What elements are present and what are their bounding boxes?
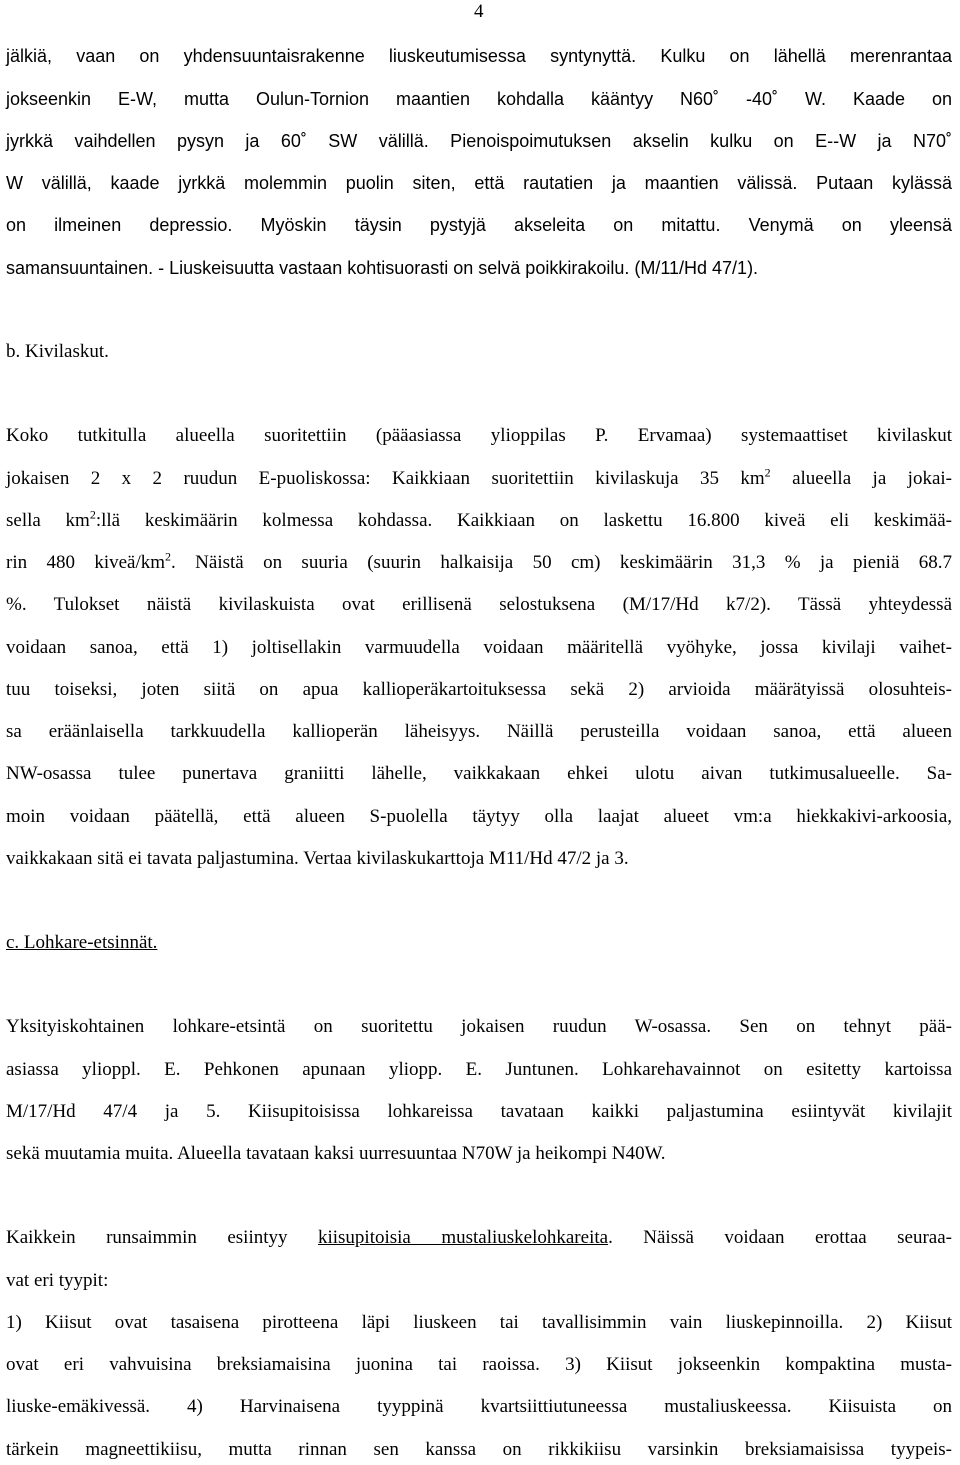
paragraph-line [6, 551, 952, 575]
paragraph-line: samansuuntainen. - Liuskeisuutta vastaan kohtisuorasti on selvä poikkirakoilu. (M/11/Hd 47/1). [6, 258, 759, 278]
paragraph-line: W välillä, kaade jyrkkä molemmin puolin siten, että rautatien ja maantien välissä. Putaan kylässä [6, 173, 952, 193]
paragraph-line: M/17/Hd 47/4 ja 5. Kiisupitoisissa lohkareissa tavataan kaikki paljastumina esiintyvät kivilajit [6, 1101, 952, 1122]
paragraph-line: tärkein magneettikiisu, mutta rinnan sen kanssa on rikkikiisu varsinkin breksiamaisissa tyypeis- [6, 1439, 952, 1460]
text-run: . Näistä on suuria (suurin halkaisija 50 cm) keskimäärin 31,3 % ja pieniä 68.7 [171, 552, 953, 573]
paragraph-line: sa eräänlaisella tarkkuudella kallioperän läheisyys. Näillä perusteilla voidaan sanoa, että alueen [6, 721, 952, 742]
page-number: 4 [474, 1, 484, 22]
paragraph-line: jälkiä, vaan on yhdensuuntaisrakenne liuskeutumisessa syntynyttä. Kulku on lähellä merenrantaa [6, 46, 952, 66]
paragraph-line: ovat eri vahvuisina breksiamaisina juonina tai raoissa. 3) Kiisut jokseenkin kompaktina musta- [6, 1354, 952, 1375]
paragraph-line [6, 509, 952, 533]
paragraph-line: on ilmeinen depressio. Myöskin täysin pystyjä akseleita on mitattu. Venymä on yleensä [6, 215, 952, 235]
paragraph-line: jyrkkä vaihdellen pysyn ja 60˚ SW välillä. Pienoispoimutuksen akselin kulku on E--W ja N70˚ [6, 131, 952, 151]
superscript: 2 [89, 507, 96, 522]
paragraph-line: moin voidaan päätellä, että alueen S-puolella täytyy olla laajat alueet vm:a hiekkakivi-arkoosia, [6, 806, 952, 827]
paragraph-line: sekä muutamia muita. Alueella tavataan kaksi uurresuuntaa N70W ja heikompi N40W. [6, 1143, 666, 1164]
section-heading: c. Lohkare-etsinnät. [6, 932, 158, 953]
text-run: Kaikkein runsaimmin esiintyy [6, 1227, 318, 1248]
superscript: 2 [764, 465, 771, 480]
text-run: sella km [6, 510, 90, 531]
paragraph-line: tuu toiseksi, joten siitä on apua kallioperäkartoituksessa sekä 2) arvioida määrätyissä olosuhteis- [6, 679, 952, 700]
text-run: :llä keskimäärin kolmessa kohdassa. Kaikkiaan on laskettu 16.800 kiveä eli keskimää- [95, 510, 952, 531]
underlined-text: kiisupitoisia mustaliuskelohkareita [317, 1227, 609, 1248]
section-heading: b. Kivilaskut. [6, 341, 109, 362]
superscript: 2 [165, 549, 172, 564]
paragraph-line: vat eri tyypit: [6, 1270, 109, 1291]
paragraph-line: Koko tutkitulla alueella suoritettiin (pääasiassa ylioppilas P. Ervamaa) systemaattiset kivilaskut [6, 425, 952, 446]
paragraph-line: NW-osassa tulee punertava graniitti lähelle, vaikkakaan ehkei ulotu aivan tutkimusalueelle. Sa- [6, 763, 952, 784]
text-run: alueella ja jokai- [770, 468, 952, 489]
paragraph-line: Yksityiskohtainen lohkare-etsintä on suoritettu jokaisen ruudun W-osassa. Sen on tehnyt pää- [6, 1016, 952, 1037]
paragraph-line: liuske-emäkivessä. 4) Harvinaisena tyyppinä kvartsiittiutuneessa mustaliuskeessa. Kiisuista on [6, 1396, 952, 1417]
text-run: . Näissä voidaan erottaa seuraa- [608, 1227, 952, 1248]
paragraph-line: jokseenkin E-W, mutta Oulun-Tornion maantien kohdalla kääntyy N60˚ -40˚ W. Kaade on [6, 89, 952, 109]
text-run: jokaisen 2 x 2 ruudun E-puoliskossa: Kaikkiaan suoritettiin kivilaskuja 35 km [6, 468, 765, 489]
paragraph-line: %. Tulokset näistä kivilaskuista ovat erillisenä selostuksena (M/17/Hd k7/2). Tässä yhteydessä [6, 594, 952, 615]
paragraph-line: 1) Kiisut ovat tasaisena pirotteena läpi liuskeen tai tavallisimmin vain liuskepinnoilla. 2) Kiisut [6, 1312, 952, 1333]
paragraph-line: asiassa ylioppl. E. Pehkonen apunaan yliopp. E. Juntunen. Lohkarehavainnot on esitetty kartoissa [6, 1059, 952, 1080]
paragraph-line [6, 1226, 952, 1250]
paragraph-line: voidaan sanoa, että 1) joltisellakin varmuudella voidaan määritellä vyöhyke, jossa kivilaji vaihet- [6, 637, 952, 658]
paragraph-line: vaikkakaan sitä ei tavata paljastumina. Vertaa kivilaskukarttoja M11/Hd 47/2 ja 3. [6, 848, 629, 869]
text-run: rin 480 kiveä/km [6, 552, 166, 573]
paragraph-line [6, 467, 952, 491]
